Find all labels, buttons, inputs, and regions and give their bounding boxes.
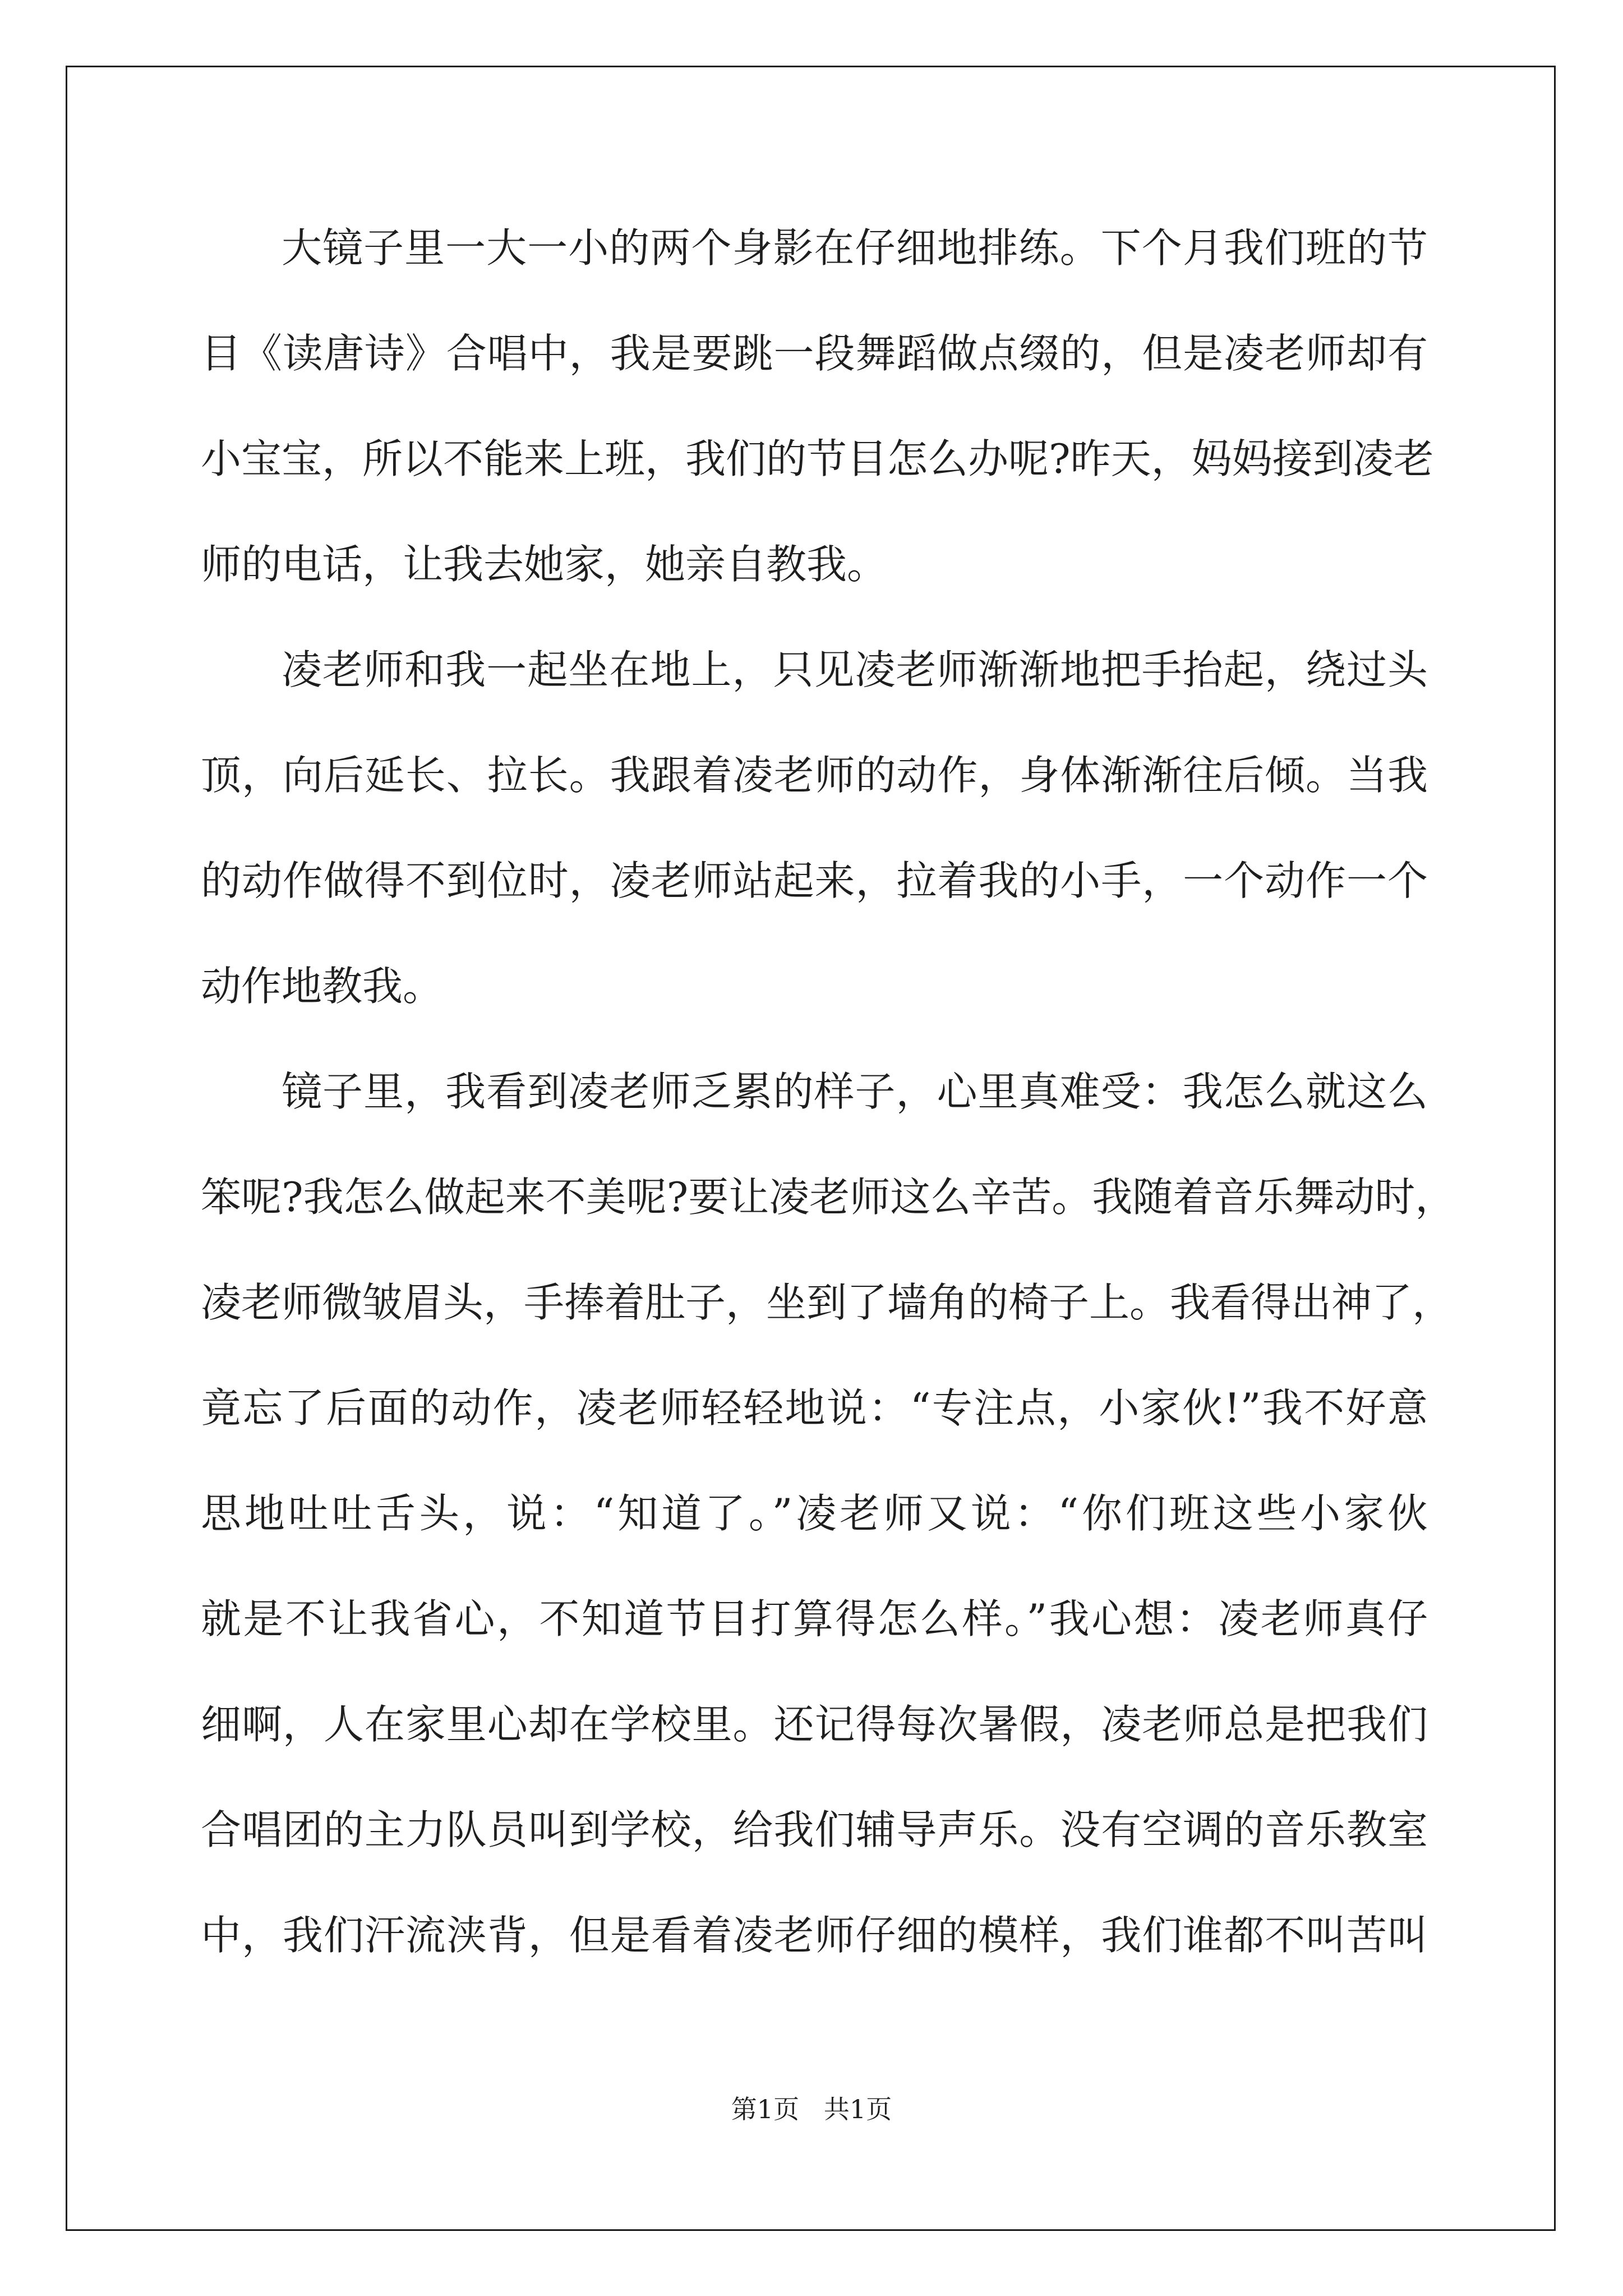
paragraph-3-line-9: 中，我们汗流浃背，但是看着凌老师仔细的模样，我们谁都不叫苦叫: [201, 1912, 1428, 1959]
paragraph-3-line-5: 思地吐吐舌头，说：“知道了。”凌老师又说：“你们班这些小家伙: [201, 1490, 1428, 1537]
paragraph-3-line-2: 笨呢?我怎么做起来不美呢?要让凌老师这么辛苦。我随着音乐舞动时，: [201, 1174, 1456, 1221]
page-border: [66, 66, 1556, 2231]
paragraph-1-line-4: 师的电话，让我去她家，她亲自教我。: [201, 541, 888, 588]
paragraph-3-line-1: 镜子里，我看到凌老师乏累的样子，心里真难受：我怎么就这么: [282, 1068, 1428, 1115]
paragraph-3-line-8: 合唱团的主力队员叫到学校，给我们辅导声乐。没有空调的音乐教室: [201, 1806, 1428, 1853]
paragraph-2-line-2: 顶，向后延长、拉长。我跟着凌老师的动作，身体渐渐往后倾。当我: [201, 752, 1428, 799]
paragraph-1-line-3: 小宝宝，所以不能来上班，我们的节目怎么办呢?昨天，妈妈接到凌老: [201, 435, 1434, 482]
page-footer: 第1页 共1页: [731, 2094, 892, 2124]
paragraph-2-line-1: 凌老师和我一起坐在地上，只见凌老师渐渐地把手抬起，绕过头: [282, 646, 1428, 693]
paragraph-1-line-1: 大镜子里一大一小的两个身影在仔细地排练。下个月我们班的节: [282, 224, 1428, 272]
paragraph-3-line-7: 细啊，人在家里心却在学校里。还记得每次暑假，凌老师总是把我们: [201, 1701, 1428, 1748]
paragraph-2-line-3: 的动作做得不到位时，凌老师站起来，拉着我的小手，一个动作一个: [201, 857, 1428, 904]
paragraph-1-line-2: 目《读唐诗》合唱中，我是要跳一段舞蹈做点缀的，但是凌老师却有: [201, 330, 1428, 377]
paragraph-3-line-6: 就是不让我省心，不知道节目打算得怎么样。”我心想：凌老师真仔: [201, 1595, 1428, 1642]
paragraph-2-line-4: 动作地教我。: [201, 963, 444, 1010]
paragraph-3-line-3: 凌老师微皱眉头，手捧着肚子，坐到了墙角的椅子上。我看得出神了，: [201, 1279, 1453, 1326]
paragraph-3-line-4: 竟忘了后面的动作，凌老师轻轻地说：“专注点，小家伙!”我不好意: [201, 1384, 1428, 1432]
